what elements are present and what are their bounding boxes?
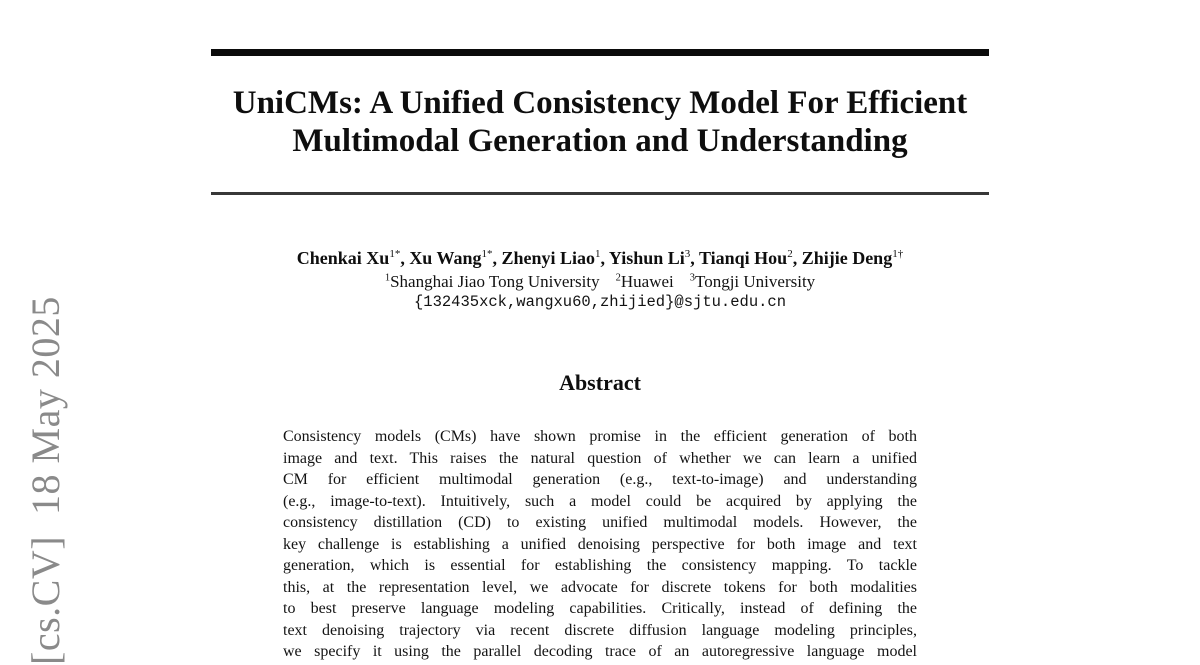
author: Tianqi Hou$^2$, [698, 248, 802, 268]
author: Xu Wang$^{1*}$, [409, 248, 502, 268]
title-line-1: UniCMs: A Unified Consistency Model For Efficient [232, 85, 968, 121]
author-superscript: 1* [481, 248, 493, 260]
affiliation-list [0, 271, 1200, 292]
abstract-line: image and text. This raises the natural question of whether we can learn a unified [283, 449, 917, 467]
author-superscript: 2 [787, 248, 793, 260]
paper-title [0, 84, 1200, 160]
affiliation-superscript: 3 [689, 272, 695, 284]
author: Zhijie Deng$^{1\dagger}$ [801, 248, 904, 268]
author-superscript: 1 [595, 248, 601, 260]
affiliation-superscript: 2 [615, 272, 621, 284]
contact-email: {132435xck,wangxu60,zhijied}@sjtu.edu.cn [413, 293, 787, 311]
abstract-line: CM for efficient multimodal generation (e.g., text-to-image) and understanding [283, 471, 917, 488]
author: Yishun Li$^3$, [608, 248, 699, 268]
author: Chenkai $Xu^{1*}$, [296, 248, 410, 268]
abstract-line: text denoising trajectory via recent discrete diffusion language modeling principles, [283, 621, 917, 639]
author-list [0, 247, 1200, 269]
author: Zhenyi Liao$^1$, [501, 248, 609, 268]
author-superscript: 1* [389, 248, 401, 260]
abstract-line: Consistency models (CMs) have shown promise in the efficient generation of both [283, 428, 917, 445]
abstract-text [283, 426, 917, 663]
abstract-line: we specify it using the parallel decoding trace of an autoregressive language model [283, 643, 917, 660]
author-superscript: 1† [892, 248, 904, 260]
arxiv-watermark: [cs.CV] 18 May 2025 [23, 296, 68, 665]
abstract-line: to best preserve language modeling capabilities. Critically, instead of defining the [283, 600, 917, 617]
abstract-line: this, at the representation level, we advocate for discrete tokens for both modalities [283, 578, 917, 596]
abstract-line: generation, which is essential for establishing the consistency mapping. To tackle [283, 557, 917, 574]
title-separator-rule [211, 192, 989, 195]
top-rule [211, 49, 989, 56]
abstract-line: (e.g., image-to-text). Intuitively, such a model could be acquired by applying the [283, 492, 917, 510]
affiliation: $^3$Tongji University [689, 272, 816, 291]
author-superscript: 3 [684, 248, 691, 260]
affiliation: $^1$Shanghai Jiao Tong University [384, 272, 600, 291]
abstract-heading: Abstract [559, 370, 641, 395]
affiliation: $^2$Huawei [615, 272, 674, 291]
abstract-line: consistency distillation (CD) to existing unified multimodal models. However, the [283, 514, 917, 531]
title-line-2: Multimodal Generation and Understanding [292, 123, 908, 159]
abstract-line: key challenge is establishing a unified denoising perspective for both image and text [283, 535, 917, 553]
affiliation-superscript: 1 [384, 272, 391, 284]
